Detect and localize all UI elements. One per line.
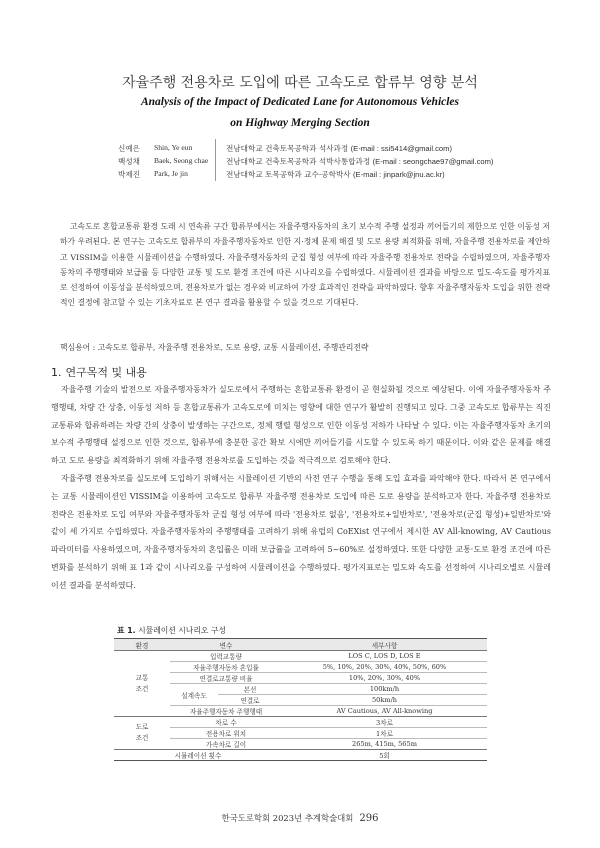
author-email: (E-mail : ssi5414@gmail.com) [350,144,453,153]
table-cell: 5회 [282,750,487,761]
section-heading [51,364,151,380]
section-body [51,381,551,595]
table-row [114,728,487,739]
author-name-en: Shin, Ye eun [154,143,193,152]
author-row [118,143,538,155]
table-cell: LOS C, LOS D, LOS E [282,651,487,662]
table-cell: 265m, 415m, 565m [282,739,487,750]
table-caption-text: 시뮬레이션 시나리오 구성 [138,626,226,635]
table-cell: 입력교통량 [170,651,282,662]
table-cell: 자율주행자동차 혼입률 [170,662,282,673]
table-group-cell [114,651,170,717]
section-number: 1. [51,366,62,379]
table-row [114,706,487,717]
table-header-row [114,639,487,651]
section-title: 연구목적 및 내용 [65,366,147,379]
table-header-cell: 환경 [114,639,170,651]
table-cell: AV Cautious, AV All-knowing [282,706,487,717]
author-name-ko: 신예은 [118,144,141,153]
table-cell: 자율주행자동차 주행행태 [170,706,282,717]
title-english-line2: on Highway Merging Section [230,117,370,129]
table-caption [117,625,226,636]
table-header-cell: 변수 [170,639,282,651]
table-group-label: 교통 조건 [135,673,149,693]
table-cell: 시뮬레이션 횟수 [114,750,282,761]
title-korean: 자율주행 전용차로 도입에 따른 고속도로 합류부 영향 분석 [122,75,478,91]
table-cell: 50km/h [282,695,487,706]
author-email: (E-mail : seongchae97@gmail.com) [372,157,494,166]
author-affiliation-text: 전남대학교 건축토목공학과 석박사통합과정 [226,157,371,166]
abstract: 고속도로 혼합교통류 환경 도래 시 연속류 구간 합류부에서는 자율주행자동차의 초기 보수적 주행 설정과 끼어들기의 제한으로 인한 이동성 저하가 우려된다. 본 연구는 고속도로 합류부의 자율주행자동차로 인한 지·정체 문제 해결 및 도로 용량 최적화를 위해, 자율주행 전용차로를 제안하고 VISSIM을 이용한 시뮬레이션을 수행하였다. 자율주행자동차의 군집 형성 여부에 따라 자율주행 전용차로 전략을 수립하였으며, 자율주행자동차의 주행행태와 보급률 등 다양한 교통 및 도로 환경 조건에 따른 시나리오를 수립하였다. 시뮬레이션 결과를 바탕으로 밀도·속도를 평가지표로 선정하여 이동성을 분석하였으며, 전용차로가 없는 경우와 비교하여 가장 효과적인 전략을 파악하였다. 향후 자율주행자동차 도입을 위한 전략적인 결정에 참고할 수 있는 기초자료로 본 연구 결과를 활용할 수 있을 것으로 기대된다. [60,222,550,308]
author-affiliation [226,143,452,154]
page-number: 296 [359,813,379,824]
table-cell: 3차로 [282,717,487,728]
author-affiliation-text: 전남대학교 토목공학과 교수·공학박사 [226,170,351,179]
body-paragraph: 자율주행 전용차로를 실도로에 도입하기 위해서는 시뮬레이션 기반의 사전 연구 수행을 통해 도입 효과를 파악해야 한다. 따라서 본 연구에서는 교통 시뮬레이션인 VISSIM을 이용하여 고속도로 합류부 자율주행 전용차로 도입에 따른 도로 용량을 분석하고자 한다. 자율주행 전용차로 전략은 전용차로 도입 여부와 자율주행자동차 군집 형성 여부에 따라 '전용차로 없음', '전용차로+일반차로', '전용차로(군집 형성)+일반차로'와 같이 세 가지로 수립하였다. 자율주행자동차의 주행행태를 고려하기 위해 유럽의 CoEXist 연구에서 제시한 AV All-knowing, AV Cautious 파라미터를 사용하였으며, 자율주행자동차의 혼입률은 미래 보급률을 고려하여 5~60%로 설정하였다. 또한 다양한 교통·도로 환경 조건에 따른 변화를 분석하기 위해 표 1과 같이 시나리오를 구성하여 시뮬레이션을 수행하였다. 평가지표로는 밀도와 속도를 선정하여 시나리오별로 시뮬레이션 결과를 분석하였다. [51,473,551,590]
table-row [114,750,487,761]
table-cell: 5%, 10%, 20%, 30%, 40%, 50%, 60% [282,662,487,673]
table-row [114,651,487,662]
author-affiliation [226,169,445,180]
author-name-ko: 박제진 [118,170,141,179]
table-cell: 연결로 [218,695,282,706]
table-row [114,662,487,673]
table-subgroup-cell: 설계속도 [170,684,218,706]
table-cell: 1차로 [282,728,487,739]
author-name-en: Park, Je jin [154,169,188,178]
table-cell: 가속차로 길이 [170,739,282,750]
page-footer [0,812,600,824]
author-email: (E-mail : jinpark@jnu.ac.kr) [353,170,445,179]
table-group-cell [114,717,170,750]
table-header-cell: 세부사항 [282,639,487,651]
table-cell: 차로 수 [170,717,282,728]
footer-conference: 한국도로학회 2023년 추계학술대회 [221,813,354,823]
scenario-table [114,638,487,761]
table-cell: 100km/h [282,684,487,695]
table-group-label: 도로 조건 [135,723,149,742]
body-paragraph: 자율주행 기술의 발전으로 자율주행자동차가 실도로에서 주행하는 혼합교통류 환경이 곧 현실화될 것으로 예상된다. 이에 자율주행자동차 주행행태, 차량 간 상충, 이동성 저하 등 혼합교통류가 고속도로에 미치는 영향에 대한 연구가 활발히 진행되고 있다. 그중 고속도로 합류부는 직진교통류와 합류하려는 차량 간의 상충이 발생하는 구간으로, 정체 행렬 형성으로 인한 이동성 저하가 나타날 수 있다. 이는 자율주행자동차 초기의 보수적 주행행태 설정으로 인한 것으로, 합류부에 충분한 공간 확보 시에만 끼어들기를 시도할 수 있도록 하기 때문이다. 이와 같은 문제를 해결하고 도로 용량을 최적화하기 위해 자율주행 전용차로를 도입하는 것을 적극적으로 검토해야 한다. [51,385,551,466]
author-name-ko: 백성채 [118,157,141,166]
table-cell: 전용차로 위치 [170,728,282,739]
table-caption-label: 표 1. [117,626,136,635]
table-cell: 연결로교통량 비율 [170,673,282,684]
author-row [118,169,538,181]
author-row [118,156,538,168]
table-row [114,673,487,684]
table-row [114,739,487,750]
author-affiliation-text: 전남대학교 건축토목공학과 석사과정 [226,144,349,153]
table-row [114,717,487,728]
author-affiliation [226,156,493,167]
table-cell: 본선 [218,684,282,695]
author-name-en: Baek, Seong chae [154,156,209,165]
table-cell: 10%, 20%, 30%, 40% [282,673,487,684]
keywords: 핵심용어 : 고속도로 합류부, 자율주행 전용차로, 도로 용량, 교통 시뮬레이션, 주행관리전략 [60,343,369,352]
title-english-line1: Analysis of the Impact of Dedicated Lane for Autonomous Vehicles [140,96,460,108]
table-row [114,684,487,695]
